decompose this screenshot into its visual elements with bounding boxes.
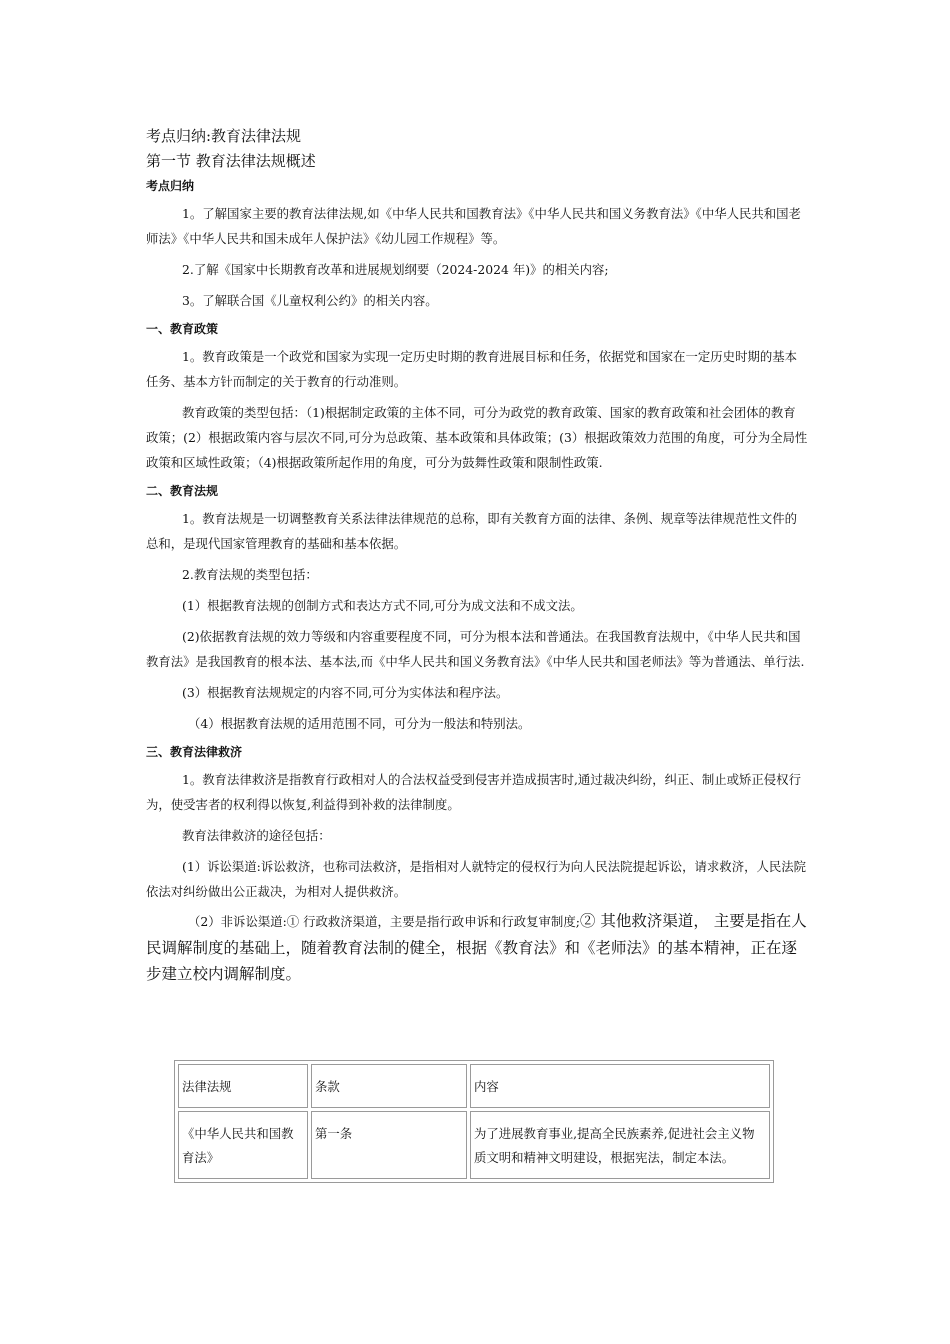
paragraph: 3。了解联合国《儿童权利公约》的相关内容。 bbox=[182, 293, 438, 308]
paragraph: 2.教育法规的类型包括： bbox=[182, 567, 318, 582]
paragraph: (1）根据教育法规的创制方式和表达方式不同,可分为成文法和不成文法。 bbox=[182, 598, 583, 613]
paragraph: （4）根据教育法规的适用范围不同，可分为一般法和特别法。 bbox=[188, 716, 531, 731]
paragraph: 教育政策的类型包括：（1)根据制定政策的主体不同，可分为政党的教育政策、国家的教育政策和社会团体的教育政策；(2）根据政策内容与层次不同,可分为总政策、基本政策和具体政策；(3）根据政策效力范围的角度，可分为全局性政策和区域性政策；（4)根据政策所起作用的角度，可分为鼓舞性政策和限制性政策. bbox=[146, 405, 808, 470]
law-table bbox=[174, 1060, 774, 1183]
heading-education-law: 二、教育法规 bbox=[146, 484, 219, 498]
paragraph: 1。教育法规是一切调整教育关系法律法律规范的总称，即有关教育方面的法律、条例、规章等法律规范性文件的总和，是现代国家管理教育的基础和基本依据。 bbox=[146, 511, 798, 551]
paragraph: 1。教育法律救济是指教育行政相对人的合法权益受到侵害并造成损害时,通过裁决纠纷，纠正、制止或矫正侵权行为，使受害者的权利得以恢复,利益得到补救的法律制度。 bbox=[146, 772, 801, 812]
heading-legal-remedy: 三、教育法律救济 bbox=[146, 745, 243, 759]
paragraph: 1。教育政策是一个政党和国家为实现一定历史时期的教育进展目标和任务，依据党和国家在一定历史时期的基本任务、基本方针而制定的关于教育的行动准则。 bbox=[146, 349, 798, 389]
summary-heading: 考点归纳 bbox=[146, 179, 195, 193]
table-cell: 第一条 bbox=[311, 1111, 467, 1179]
document-title: 考点归纳:教育法律法规 bbox=[146, 127, 302, 145]
paragraph: 2.了解《国家中长期教育改革和进展规划纲要（2024-2024 年)》的相关内容; bbox=[182, 262, 609, 277]
table-header-cell: 条款 bbox=[311, 1064, 467, 1108]
paragraph-part: （2）非诉讼渠道:① 行政救济渠道，主要是指行政申诉和行政复审制度; bbox=[188, 914, 580, 929]
heading-education-policy: 一、教育政策 bbox=[146, 322, 219, 336]
paragraph: (2)依据教育法规的效力等级和内容重要程度不同，可分为根本法和普通法。在我国教育法规中，《中华人民共和国教育法》是我国教育的根本法、基本法,而《中华人民共和国义务教育法》《中华人民共和国老师法》等为普通法、单行法. bbox=[146, 629, 805, 669]
table-header-row bbox=[178, 1064, 770, 1108]
table-cell: 《中华人民共和国教育法》 bbox=[178, 1111, 308, 1179]
table-header-cell: 法律法规 bbox=[178, 1064, 308, 1108]
paragraph: (3）根据教育法规规定的内容不同,可分为实体法和程序法。 bbox=[182, 685, 509, 700]
table-header-cell: 内容 bbox=[470, 1064, 770, 1108]
paragraph-part: ② 其他救济渠道， 主要是指在人民调解制度的基础上，随着教育法制的健全，根据《教育法》和《老师法》的基本精神，正在逐步建立校内调解制度。 bbox=[146, 912, 807, 983]
table-cell: 为了进展教育事业,提高全民族素养,促进社会主义物质文明和精神文明建设，根据宪法，制定本法。 bbox=[470, 1111, 770, 1179]
paragraph: 1。了解国家主要的教育法律法规,如《中华人民共和国教育法》《中华人民共和国义务教育法》《中华人民共和国老师法》《中华人民共和国未成年人保护法》《幼儿园工作规程》等。 bbox=[146, 206, 801, 246]
document-body bbox=[146, 124, 808, 987]
table-row bbox=[178, 1111, 770, 1179]
paragraph: (1）诉讼渠道:诉讼救济，也称司法救济，是指相对人就特定的侵权行为向人民法院提起诉讼，请求救济，人民法院依法对纠纷做出公正裁决，为相对人提供救济。 bbox=[146, 859, 807, 899]
section-title: 第一节 教育法律法规概述 bbox=[146, 152, 316, 170]
paragraph-non-litigation bbox=[146, 908, 808, 987]
paragraph: 教育法律救济的途径包括： bbox=[182, 828, 331, 843]
